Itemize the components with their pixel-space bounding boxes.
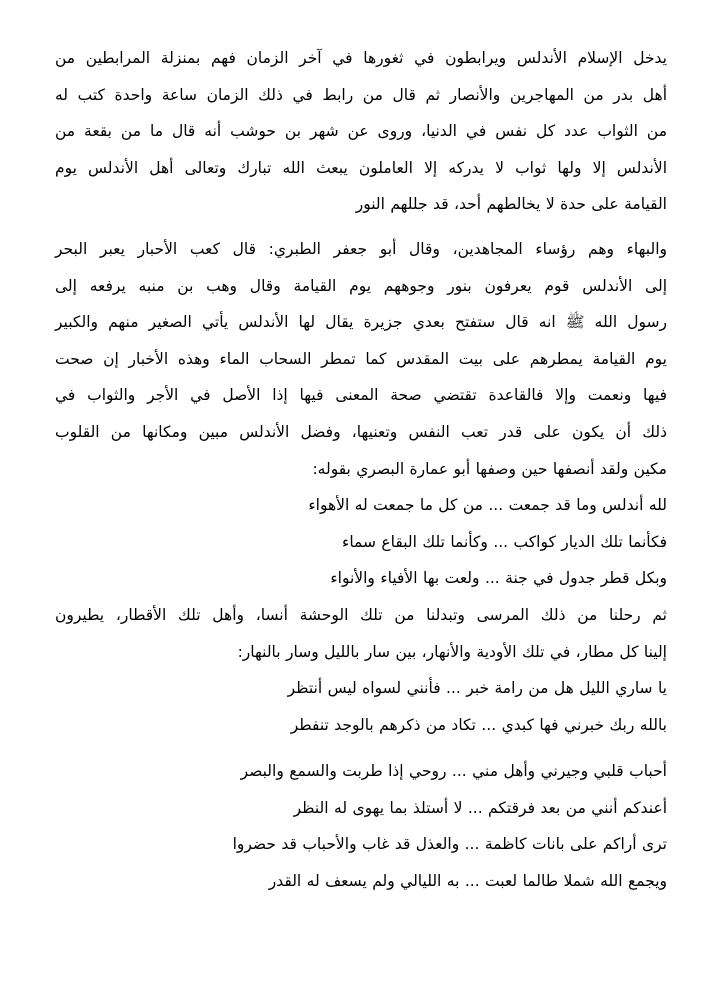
text-line: إلى الأندلس قوم يعرفون بنور وجوههم يوم القيامة وقال وهب بن منبه يرفعه إلى: [55, 276, 667, 295]
text-line: الأندلس إلا ولها ثواب لا يدركه إلا العاملون يبعث الله تبارك وتعالى أهل الأندلس يوم: [55, 158, 667, 177]
verse-line: فكأنما تلك الديار كواكب ... وكأنما تلك البقاع سماء: [342, 532, 667, 551]
text-line: فيها ونعمت وإلا فالقاعدة تقتضي صحة المعنى فيها إذا الأصل في الأجر والثواب في: [55, 386, 667, 405]
verse-group-2: [55, 670, 667, 743]
verse-group-1: [55, 487, 667, 597]
text-line: إلينا كل مطار، في تلك الأودية والأنهار، بين سار بالليل وسار بالنهار:: [237, 642, 667, 661]
text-line: يوم القيامة يمطرهم على بيت المقدس كما تمطر السحاب الماء وهذه الأخبار إن صحت: [55, 349, 667, 368]
text-line: رسول الله ﷺ انه قال ستفتح بعدي جزيرة يقال لها الأندلس يأتي الصغير منهم والكبير: [55, 313, 667, 332]
text-line: ذلك أن يكون على قدر تعب النفس وتعنيها، وفضل الأندلس مبين ومكانها من القلوب: [55, 422, 667, 441]
text-line: يدخل الإسلام الأندلس ويرابطون في ثغورها في آخر الزمان فهم بمنزلة المرابطين من: [55, 49, 667, 67]
verse-line: بالله ربك خبرني فها كبدي ... تكاد من ذكرهم بالوجد تنفطر: [290, 715, 667, 734]
text-line: القيامة على حدة لا يخالطهم أحد، قد جللهم النور: [355, 195, 667, 214]
text-line: مكين ولقد أنصفها حين وصفها أبو عمارة البصري بقوله:: [312, 459, 667, 478]
document-page: [55, 40, 667, 900]
verse-line: وبكل قطر جدول في جنة ... ولعت بها الأفياء والأنواء: [330, 569, 667, 588]
paragraph-3: [55, 597, 667, 670]
text-line: والبهاء وهم رؤساء المجاهدين، وقال أبو جعفر الطبري: قال كعب الأحبار يعبر البحر: [55, 239, 667, 258]
verse-line: ترى أراكم على بانات كاظمة ... والعذل قد غاب والأحباب قد حضروا: [232, 835, 667, 854]
verse-line: أحباب قلبي وجيرني وأهل مني ... روحي إذا طربت والسمع والبصر: [240, 762, 667, 781]
paragraph-1: [55, 40, 667, 223]
verse-group-3: [55, 753, 667, 899]
verse-line: ويجمع الله شملا طالما لعبت ... به الليالي ولم يسعف له القدر: [268, 872, 667, 891]
paragraph-2: [55, 231, 667, 487]
verse-line: لله أندلس وما قد جمعت ... من كل ما جمعت له الأهواء: [308, 496, 667, 515]
verse-line: يا ساري الليل هل من رامة خبر ... فأنني لسواه ليس أنتظر: [287, 679, 667, 698]
verse-line: أعندكم أنني من بعد فرقتكم ... لا أستلذ بما يهوى له النظر: [293, 798, 667, 817]
text-line: ثم رحلنا من ذلك المرسى وتبدلنا من تلك الوحشة أنسا، وأهل تلك الأقطار، يطيرون: [55, 605, 667, 624]
text-line: أهل بدر من المهاجرين والأنصار ثم قال من رابط في ذلك الزمان ساعة واحدة كتب له: [55, 85, 667, 104]
text-line: من الثواب عدد كل نفس في الدنيا، وروى عن شهر بن حوشب أنه قال ما من بقعة من: [55, 122, 667, 141]
